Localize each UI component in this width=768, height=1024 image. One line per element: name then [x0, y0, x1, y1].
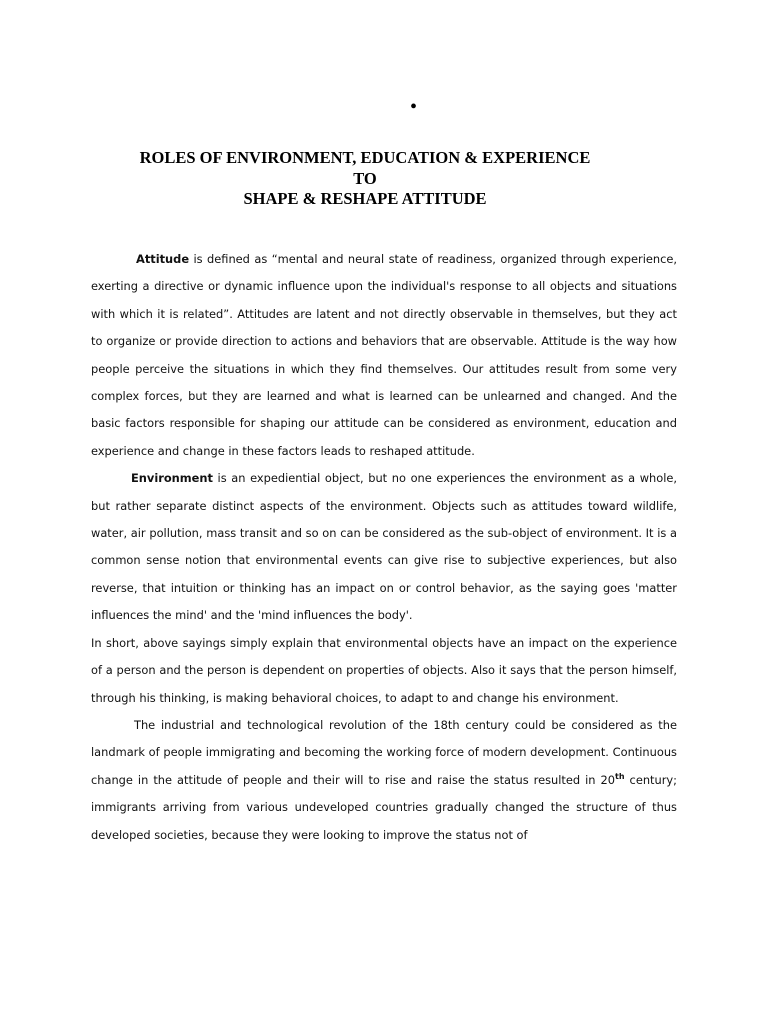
- paragraph-environment: [91, 465, 677, 629]
- document-body: [91, 246, 677, 849]
- bullet-mark: •: [410, 96, 418, 118]
- ordinal-superscript: th: [615, 771, 625, 781]
- paragraph-environment-text: is an expediential object, but no one experiences the environment as a whole, but rather separate distinct aspects of the environment. Objects such as attitudes toward wildlife, water, air pollution, mass transit and so on can be considered as the sub-object of environment. It is a common sense notion that environmental events can give rise to subjective experiences, but also reverse, that intuition or thinking has an impact on or control behavior, as the saying goes 'matter influences the mind' and the 'mind influences the body'.: [91, 471, 677, 623]
- term-environment: Environment: [131, 471, 213, 486]
- paragraph-industrial-text-before: The industrial and technological revolution of the 18th century could be considered as the landmark of people immigrating and becoming the working force of modern development. Continuous change in the attitude of people and their will to rise and raise the status resulted in 20: [91, 717, 677, 787]
- paragraph-industrial-text-after: century; immigrants arriving from various undeveloped countries gradually changed the structure of thus developed societies, because they were looking to improve the status not of: [91, 772, 677, 842]
- term-attitude: Attitude: [136, 252, 190, 266]
- document-title: [0, 148, 730, 210]
- paragraph-in-short: In short, above sayings simply explain that environmental objects have an impact on the experience of a person and the person is dependent on properties of objects. Also it says that the person himself, through his thinking, is making behavioral choices, to adapt to and change his environment.: [91, 635, 677, 705]
- title-line-3: SHAPE & RESHAPE ATTITUDE: [243, 189, 487, 208]
- paragraph-attitude: [91, 246, 677, 465]
- title-line-1: ROLES OF ENVIRONMENT, EDUCATION & EXPERIENCE: [139, 148, 591, 167]
- paragraph-industrial-revolution: [91, 712, 677, 849]
- paragraph-attitude-text: is defined as “mental and neural state of readiness, organized through experience, exerting a directive or dynamic influence upon the individual's response to all objects and situations with which it is related”. Attitudes are latent and not directly observable in themselves, but they act to organize or provide direction to actions and behaviors that are observable. Attitude is the way how people perceive the situations in which they find themselves. Our attitudes result from some very complex forces, but they are learned and what is learned can be unlearned and changed. And the basic factors responsible for shaping our attitude can be considered as environment, education and experience and change in these factors leads to reshaped attitude.: [91, 252, 677, 458]
- title-line-2: TO: [353, 168, 377, 188]
